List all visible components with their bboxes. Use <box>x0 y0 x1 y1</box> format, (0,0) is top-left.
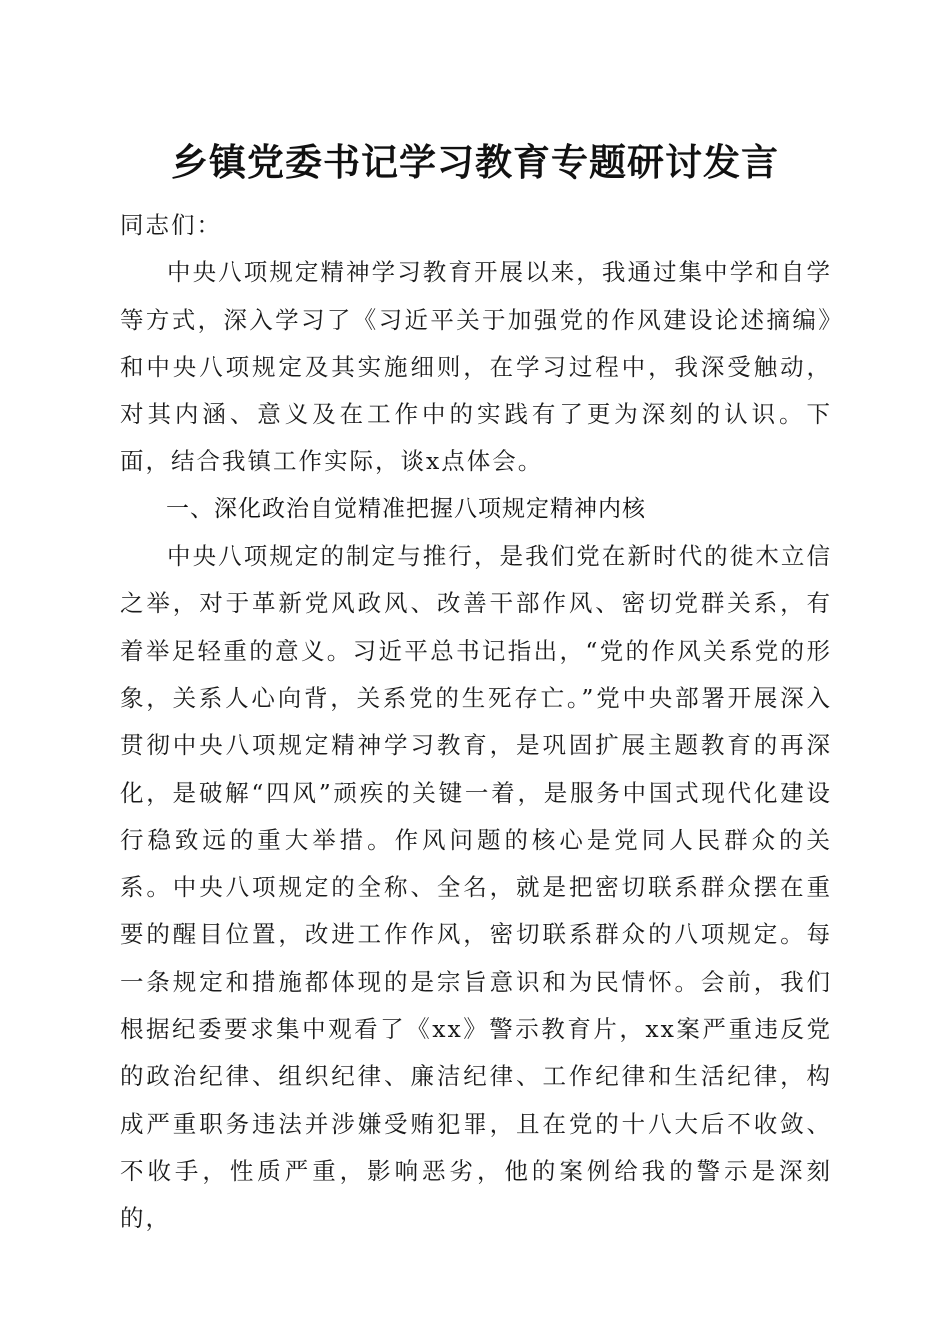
section-paragraph: 中央八项规定的制定与推行，是我们党在新时代的徙木立信之举，对于革新党风政风、改善干部作风、密切党群关系，有着举足轻重的意义。习近平总书记指出，“党的作风关系党的形象，关系人心向背，关系党的生死存亡。”党中央部署开展深入贯彻中央八项规定精神学习教育，是巩固扩展主题教育的再深化，是破解“四风”顽疾的关键一着，是服务中国式现代化建设行稳致远的重大举措。作风问题的核心是党同人民群众的关系。中央八项规定的全称、全名，就是把密切联系群众摆在重要的醒目位置，改进工作作风，密切联系群众的八项规定。每一条规定和措施都体现的是宗旨意识和为民情怀。会前，我们根据纪委要求集中观看了《xx》警示教育片，xx案严重违反党的政治纪律、组织纪律、廉洁纪律、工作纪律和生活纪律，构成严重职务违法并涉嫌受贿犯罪，且在党的十八大后不收敛、不收手，性质严重，影响恶劣，他的案例给我的警示是深刻的， <box>120 542 832 1233</box>
salutation: 同志们： <box>120 211 222 239</box>
document-title: 乡镇党委书记学习教育专题研讨发言 <box>171 140 779 184</box>
section-heading: 一、深化政治自觉精准把握八项规定精神内核 <box>166 495 646 522</box>
document-body <box>120 202 832 1243</box>
intro-paragraph: 中央八项规定精神学习教育开展以来，我通过集中学和自学等方式，深入学习了《习近平关于加强党的作风建设论述摘编》和中央八项规定及其实施细则，在学习过程中，我深受触动，对其内涵、意义及在工作中的实践有了更为深刻的认识。下面，结合我镇工作实际，谈x点体会。 <box>120 258 832 476</box>
